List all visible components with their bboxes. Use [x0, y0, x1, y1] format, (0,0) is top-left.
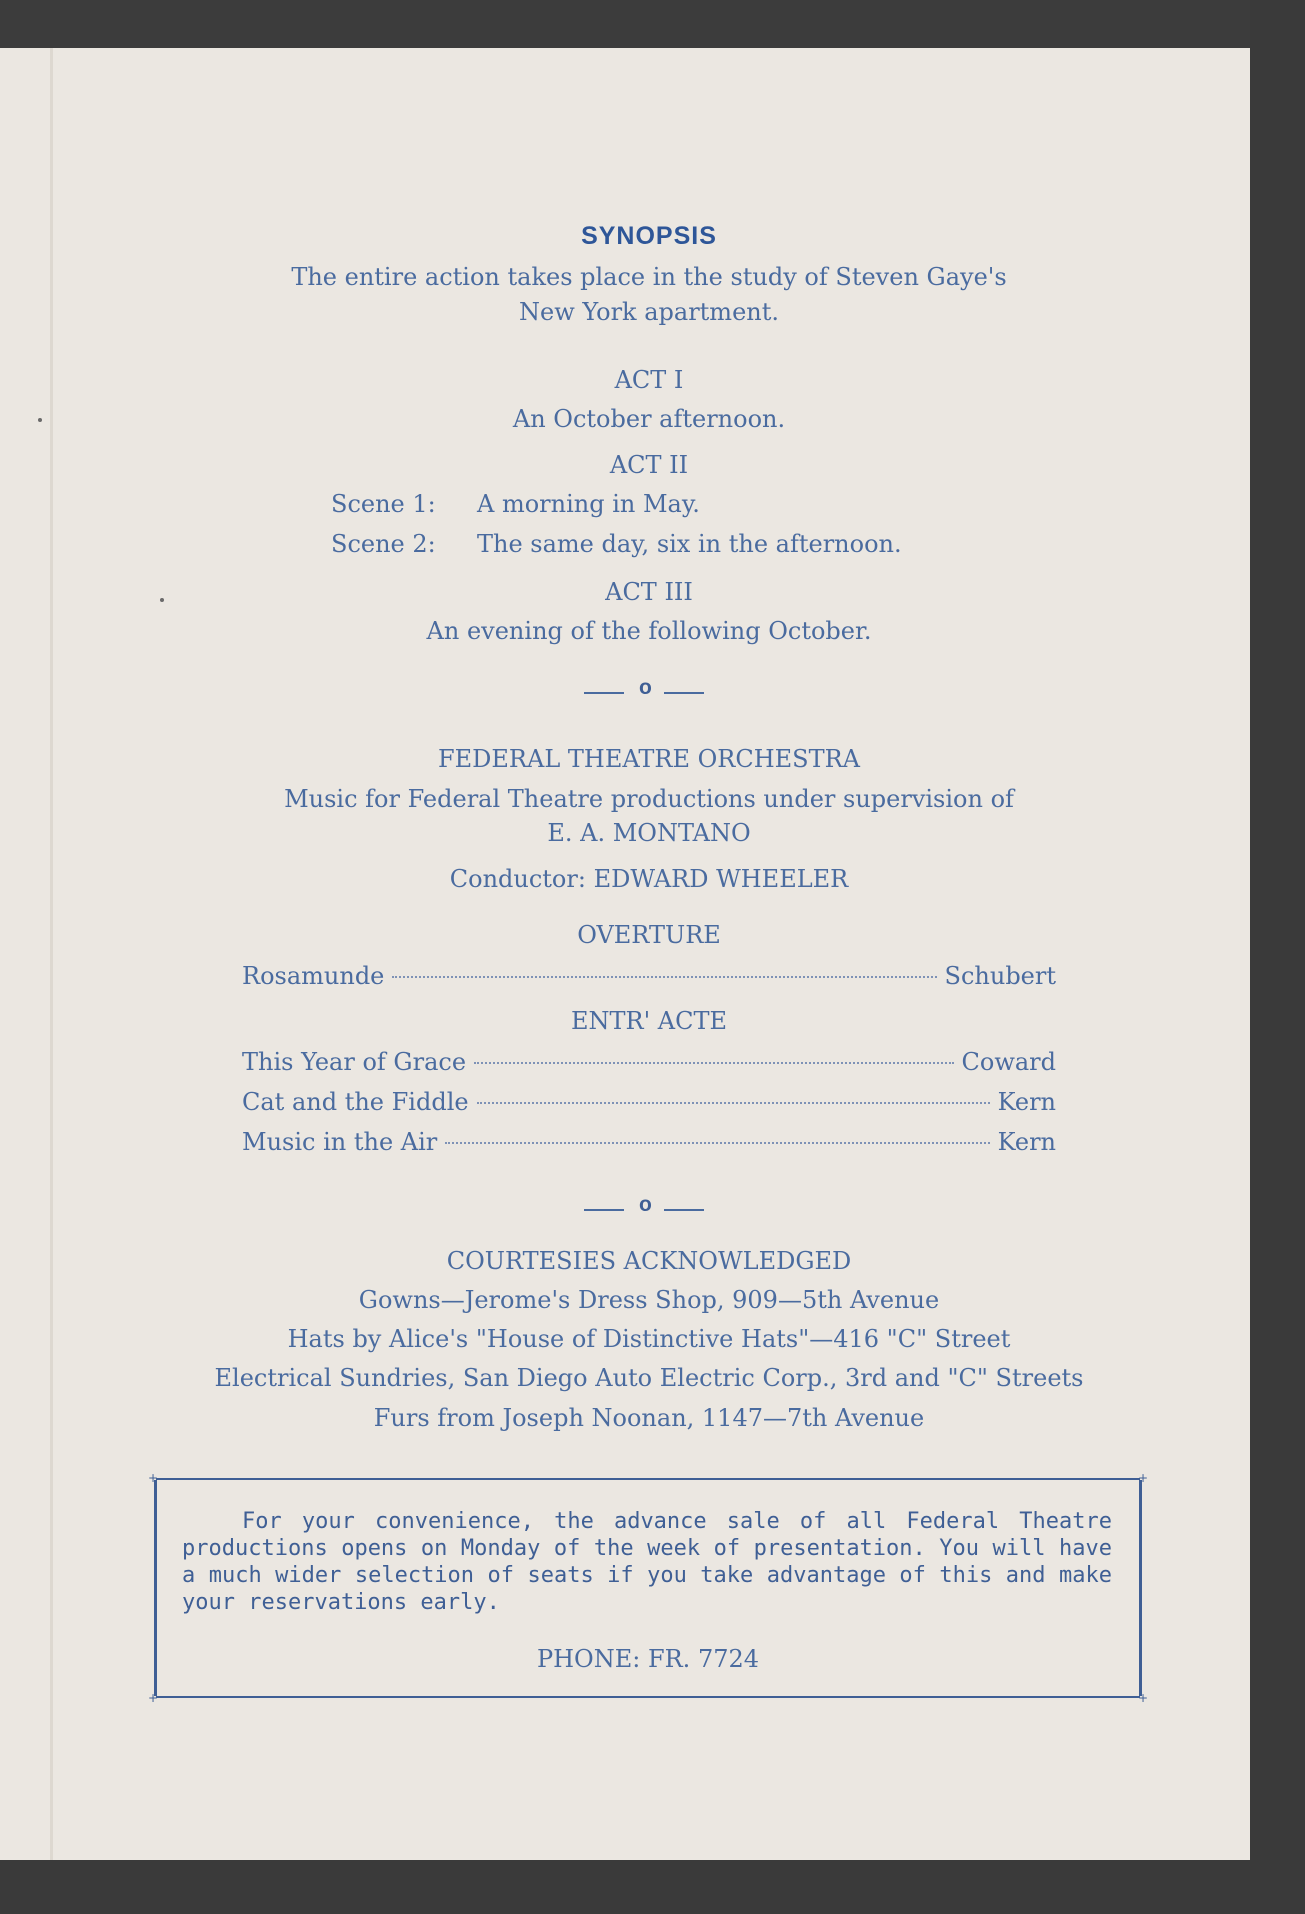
- piece-name: This Year of Grace: [242, 1048, 467, 1076]
- entracte-row: [242, 1048, 1056, 1078]
- section-separator: [584, 678, 714, 704]
- synopsis-line-1: The entire action takes place in the study of Steven Gaye's: [291, 263, 1007, 291]
- scene-2-label: Scene 2:: [331, 530, 436, 558]
- dot-leader: [392, 976, 936, 978]
- act-3-desc: An evening of the following October.: [426, 617, 872, 645]
- act-1-desc: An October afternoon.: [512, 405, 786, 433]
- conductor-name: EDWARD WHEELER: [593, 865, 849, 893]
- piece-name: Music in the Air: [242, 1128, 438, 1156]
- notice-text: [182, 1508, 1112, 1616]
- dot-leader: [445, 1142, 989, 1144]
- dot-leader: [477, 1102, 990, 1104]
- section-separator: [584, 1195, 714, 1221]
- corner-ornament: +: [148, 1471, 159, 1485]
- courtesy-line: Gowns—Jerome's Dress Shop, 909—5th Avenue: [358, 1286, 940, 1314]
- separator-mark: o: [639, 1193, 652, 1216]
- piece-name: Rosamunde: [242, 962, 385, 990]
- entracte-row: [242, 1128, 1056, 1158]
- scene-2-desc: The same day, six in the afternoon.: [477, 530, 902, 558]
- corner-ornament: +: [148, 1691, 159, 1705]
- scene-1-label: Scene 1:: [331, 490, 436, 518]
- piece-name: Cat and the Fiddle: [242, 1088, 469, 1116]
- courtesy-line: Furs from Joseph Noonan, 1147—7th Avenue: [373, 1404, 925, 1432]
- orchestra-supervisor: E. A. MONTANO: [547, 819, 751, 847]
- orchestra-title: FEDERAL THEATRE ORCHESTRA: [437, 745, 860, 773]
- synopsis-heading: SYNOPSIS: [581, 222, 717, 250]
- corner-ornament: +: [1137, 1471, 1148, 1485]
- act-3-title: ACT III: [605, 578, 693, 606]
- conductor-label: Conductor:: [449, 865, 586, 893]
- scene-1-desc: A morning in May.: [477, 490, 700, 518]
- composer-name: Schubert: [944, 962, 1056, 990]
- synopsis-line-2: New York apartment.: [518, 298, 779, 326]
- separator-mark: o: [639, 676, 652, 699]
- act-2-title: ACT II: [609, 451, 689, 479]
- conductor-line: [0, 865, 1298, 893]
- composer-name: Kern: [997, 1128, 1056, 1156]
- phone-number: PHONE: FR. 7724: [536, 1645, 760, 1673]
- dot-leader: [474, 1062, 953, 1064]
- entracte-title: ENTR' ACTE: [570, 1007, 728, 1035]
- courtesies-title: COURTESIES ACKNOWLEDGED: [446, 1247, 852, 1275]
- notice-paragraph: For your convenience, the advance sale of all Federal Theatre productions opens on Monday of the week of presentation. You will have a much wider selection of seats if you take advantage of this and make your reservations early.: [182, 1509, 1112, 1615]
- advance-sale-notice-box: [148, 1471, 1148, 1705]
- courtesy-line: Electrical Sundries, San Diego Auto Electric Corp., 3rd and "C" Streets: [214, 1364, 1084, 1392]
- corner-ornament: +: [1137, 1691, 1148, 1705]
- scan-background-top: [0, 0, 1305, 48]
- act-1-title: ACT I: [614, 366, 684, 394]
- composer-name: Kern: [997, 1088, 1056, 1116]
- entracte-row: [242, 1088, 1056, 1118]
- overture-row: [242, 962, 1056, 992]
- orchestra-line-1: Music for Federal Theatre productions under supervision of: [284, 785, 1014, 813]
- courtesy-line: Hats by Alice's "House of Distinctive Hats"—416 "C" Street: [287, 1325, 1011, 1353]
- overture-title: OVERTURE: [577, 921, 721, 949]
- composer-name: Coward: [961, 1048, 1056, 1076]
